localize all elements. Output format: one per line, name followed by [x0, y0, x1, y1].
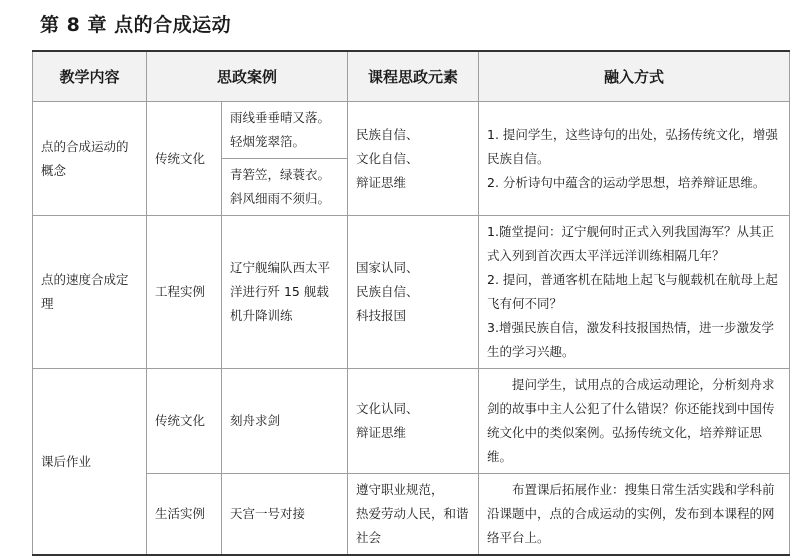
header-content: 教学内容 — [33, 51, 147, 102]
content-cell: 点的速度合成定理 — [33, 216, 147, 369]
table-row — [33, 102, 790, 159]
element-item: 文化自信、 — [356, 150, 419, 166]
case-type-cell: 工程实例 — [147, 216, 222, 369]
chapter-title: 第 8 章 点的合成运动 — [40, 14, 232, 36]
method-cell — [479, 474, 790, 556]
case-cell: 雨线垂垂晴又落。轻烟笼翠箔。 — [222, 102, 348, 159]
method-cell — [479, 216, 790, 369]
header-row — [33, 51, 790, 102]
table-row — [33, 216, 790, 369]
case-type-cell: 传统文化 — [147, 102, 222, 216]
method-item: 3.增强民族自信，激发科技报国热情，进一步激发学生的学习兴趣。 — [487, 320, 774, 359]
elements-cell — [348, 216, 479, 369]
header-case: 思政案例 — [147, 51, 348, 102]
method-cell — [479, 102, 790, 216]
element-item: 辩证思维 — [356, 425, 407, 440]
elements-cell — [348, 474, 479, 556]
element-item: 遵守职业规范， — [356, 482, 444, 497]
element-item: 文化认同、 — [356, 401, 419, 416]
case-type-cell: 传统文化 — [147, 369, 222, 474]
case-cell: 天宫一号对接 — [222, 474, 348, 556]
case-type-cell: 生活实例 — [147, 474, 222, 556]
element-item: 科技报国 — [356, 308, 407, 323]
method-item: 2. 提问，普通客机在陆地上起飞与舰载机在航母上起飞有何不同？ — [487, 272, 778, 311]
method-item: 2. 分析诗句中蕴含的运动学思想，培养辩证思维。 — [487, 174, 766, 190]
element-item: 国家认同、 — [356, 260, 419, 275]
case-cell: 刻舟求剑 — [222, 369, 348, 474]
elements-cell — [348, 102, 479, 216]
element-item: 民族自信、 — [356, 126, 419, 142]
method-item: 提问学生，试用点的合成运动理论，分析刻舟求剑的故事中主人公犯了什么错误？你还能找到中国传统文化中的类似案例。弘扬传统文化，培养辩证思维。 — [487, 377, 775, 464]
element-item: 热爱劳动人民，和谐社会 — [356, 506, 469, 545]
element-item: 辩证思维 — [356, 174, 407, 190]
method-item: 1.随堂提问：辽宁舰何时正式入列我国海军？从其正式入列到首次西太平洋远洋训练相隔几年？ — [487, 224, 774, 263]
method-item: 1. 提问学生，这些诗句的出处，弘扬传统文化，增强民族自信。 — [487, 126, 778, 166]
elements-cell — [348, 369, 479, 474]
header-elements: 课程思政元素 — [348, 51, 479, 102]
table-row — [33, 474, 790, 556]
case-cell: 辽宁舰编队西太平洋进行歼 15 舰载机升降训练 — [222, 216, 348, 369]
content-cell: 课后作业 — [33, 369, 147, 556]
table-row — [33, 369, 790, 474]
method-cell — [479, 369, 790, 474]
course-table — [32, 50, 790, 556]
method-item: 布置课后拓展作业：搜集日常生活实践和学科前沿课题中，点的合成运动的实例，发布到本课程的网络平台上。 — [487, 482, 775, 545]
element-item: 民族自信、 — [356, 284, 419, 299]
content-cell: 点的合成运动的概念 — [33, 102, 147, 216]
case-cell: 青箬笠，绿蓑衣。斜风细雨不须归。 — [222, 159, 348, 216]
header-method: 融入方式 — [479, 51, 790, 102]
